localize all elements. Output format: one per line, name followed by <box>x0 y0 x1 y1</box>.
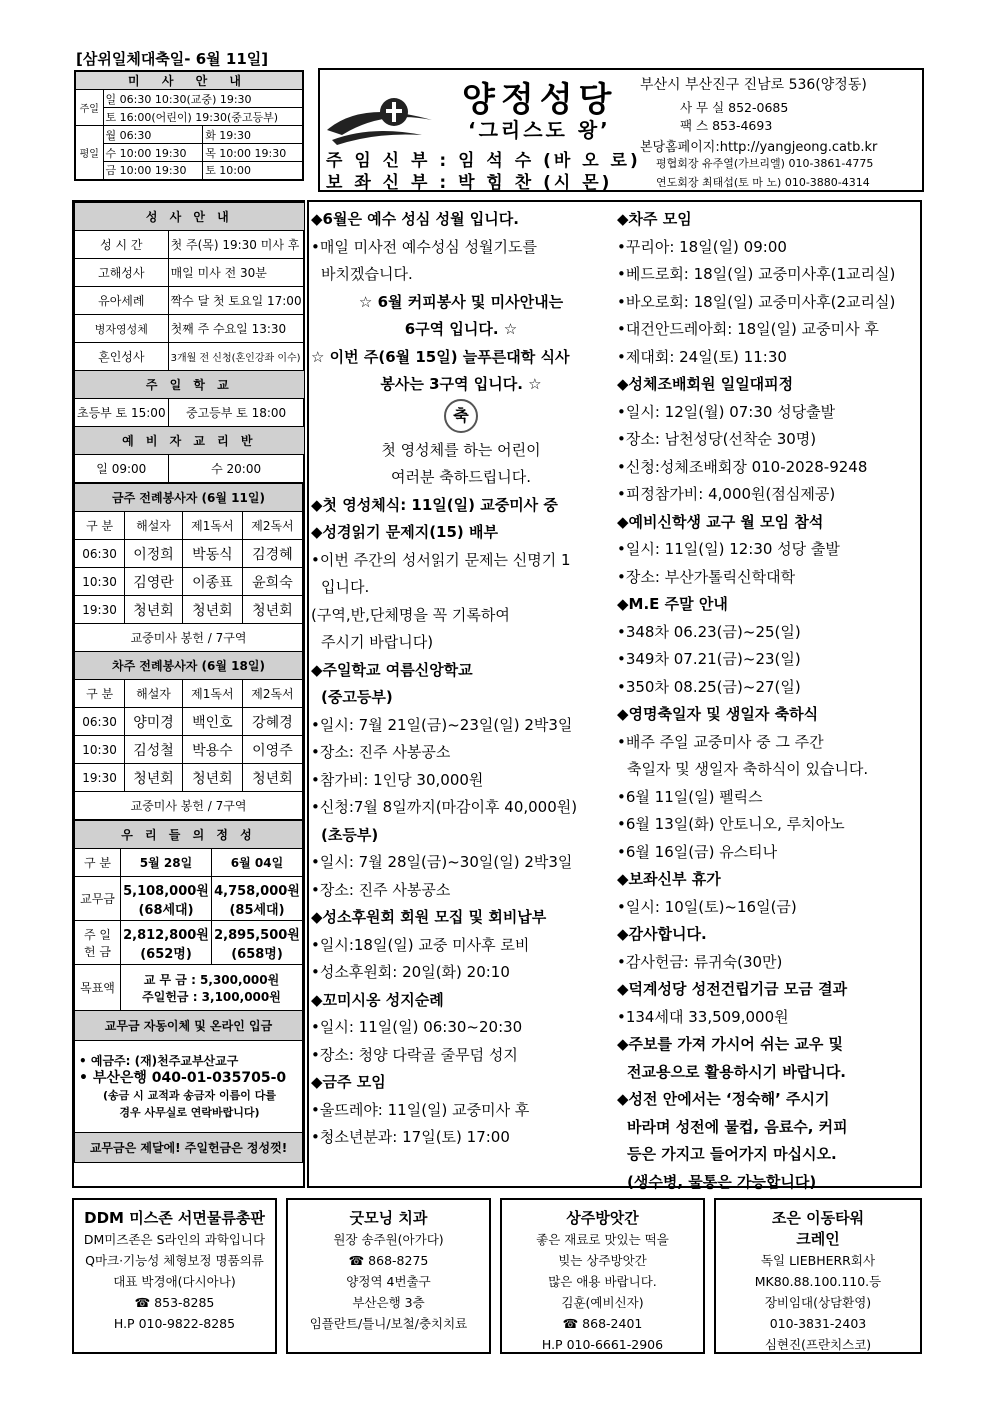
notice-heading: 전교용으로 활용하시기 바랍니다. <box>627 1062 847 1081</box>
ad-title: DDM 미스존 서면물류총판 <box>84 1209 265 1227</box>
table-cell: 김경혜 <box>242 540 302 568</box>
table-cell: 김성철 <box>125 736 183 764</box>
account-number: • 부산은행 040-01-035705-0 <box>79 1069 287 1086</box>
ad-box <box>714 1198 922 1354</box>
ad-line: H.P 010-6661-2906 <box>541 1337 664 1352</box>
catechumen-row: 수 20:00 <box>168 455 304 483</box>
notice-line: •장소: 진주 사봉공소 <box>311 743 451 761</box>
notice-line: •6월 16일(금) 유스티나 <box>617 842 778 861</box>
sunday-school-title: 주 일 학 교 <box>75 371 305 399</box>
table-cell: 백인호 <box>182 708 242 736</box>
ad-line: 대표 박경애(다시아나) <box>113 1274 236 1289</box>
ad-line: 임플란트/틀니/보철/충치치료 <box>309 1316 468 1331</box>
sacrament-label: 성 시 간 <box>75 231 169 259</box>
notice-line: •베드로회: 18일(일) 교중미사후(1교리실) <box>617 265 896 283</box>
finance-table <box>74 820 303 1163</box>
notice-line: •6월 11일(일) 펠릭스 <box>617 787 763 806</box>
table-cell: 06:30 <box>75 540 125 568</box>
col-header: 해설자 <box>125 512 183 540</box>
ad-line: 크레인 <box>796 1230 840 1248</box>
notice-line: (구역,반,단체명을 꼭 기록하여 <box>311 605 510 624</box>
notice-line: •신청:성체조배회장 010-2028-9248 <box>617 457 868 476</box>
sacrament-value: 매일 미사 전 30분 <box>168 259 304 287</box>
notice-line: •이번 주간의 성서읽기 문제는 신명기 1 <box>311 550 571 569</box>
weekday-cell: 수 10:00 19:30 <box>103 144 203 162</box>
notice-heading: ◆예비신학생 교구 월 모임 참석 <box>617 512 824 531</box>
ad-line: ☎ 868-2401 <box>562 1316 643 1331</box>
table-cell: 06:30 <box>75 708 125 736</box>
mass-schedule <box>74 70 304 181</box>
table-cell: 박동식 <box>182 540 242 568</box>
offering-row: 교중미사 봉헌 / 7구역 <box>75 624 303 652</box>
notice-line: •장소: 남천성당(선착순 30명) <box>617 430 817 448</box>
notice-line: •장소: 부산가톨릭신학대학 <box>617 567 796 586</box>
ad-line: 심현진(프란치스코) <box>764 1337 872 1352</box>
notice-column-1 <box>311 206 611 1152</box>
ad-line: MK80.88.100.110.등 <box>754 1274 882 1289</box>
notice-line: •제대회: 24일(토) 11:30 <box>617 347 787 366</box>
ad-line: ☎ 853-8285 <box>134 1295 215 1310</box>
servers-this-title: 금주 전례봉사자 (6월 11일) <box>75 484 303 512</box>
ad-line: 많은 애용 바랍니다. <box>548 1274 657 1289</box>
table-cell: 10:30 <box>75 568 125 596</box>
assistant-priest: 보 좌 신 부 : 박 힘 찬 (시 몬) <box>326 173 613 193</box>
notice-line: •350차 08.25(금)~27(일) <box>617 677 801 696</box>
col-header: 제2독서 <box>242 680 302 708</box>
sunday-label: 주일 <box>75 90 103 126</box>
table-cell: 청년회 <box>125 596 183 624</box>
notice-column-2 <box>617 206 919 1196</box>
col-header: 제1독서 <box>182 512 242 540</box>
parish-logo-icon <box>322 90 442 150</box>
notice-line: 여러분 축하드립니다. <box>391 468 531 486</box>
sacrament-value: 첫 주(목) 19:30 미사 후 <box>168 231 304 259</box>
sacrament-label: 병자영성체 <box>75 315 169 343</box>
notice-heading: ◆덕계성당 성전건립기금 모금 결과 <box>617 980 848 998</box>
sacrament-value: 3개월 전 신청(혼인강좌 이수) <box>168 343 304 371</box>
ad-line: 김훈(예비신자) <box>561 1295 644 1310</box>
notice-line: •일시: 7월 28일(금)~30일(일) 2박3일 <box>311 853 573 871</box>
notice-heading: ☆ 6월 커피봉사 및 미사안내는 <box>358 292 564 311</box>
notice-line: 주시기 바랍니다) <box>321 633 434 651</box>
row-label: 목표액 <box>75 965 121 1011</box>
ad-title: 굿모닝 치과 <box>349 1209 428 1227</box>
row-label: 주 일 헌 금 <box>75 921 121 965</box>
sunday-row: 일 06:30 10:30(교중) 19:30 <box>103 90 303 108</box>
weekday-cell: 목 10:00 19:30 <box>203 144 303 162</box>
ad-line: 빚는 상주방앗간 <box>558 1253 647 1268</box>
council-president: 연도회장 최태섭(토 마 노) 010-3880-4314 <box>656 176 870 189</box>
col-header: 5월 28일 <box>121 849 212 877</box>
col-header: 제1독서 <box>182 680 242 708</box>
ad-line: 좋은 재료로 맛있는 떡을 <box>536 1232 669 1247</box>
notice-line: •일시:18일(일) 교중 미사후 로비 <box>311 935 530 954</box>
notice-heading: ◆성체조배회원 일일대피정 <box>617 375 794 393</box>
table-cell: 4,758,000원 (85세대) <box>212 877 303 921</box>
servers-this-week <box>74 483 303 820</box>
table-cell: 양미경 <box>125 708 183 736</box>
ad-line: ☎ 868-8275 <box>348 1253 429 1268</box>
notice-heading: ◆첫 영성체식: 11일(일) 교중미사 중 <box>311 495 558 514</box>
row-label: 교무금 <box>75 877 121 921</box>
weekday-cell: 월 06:30 <box>103 126 203 144</box>
sunday-row: 토 16:00(어린이) 19:30(중고등부) <box>103 108 303 126</box>
weekday-cell: 토 10:00 <box>203 162 303 180</box>
table-cell: 2,895,500원 (658명) <box>212 921 303 965</box>
notice-heading: ◆성소후원회 회원 모집 및 회비납부 <box>311 908 547 926</box>
table-cell: 19:30 <box>75 596 125 624</box>
notice-heading: 봉사는 3구역 입니다. ☆ <box>380 375 542 393</box>
table-cell: 이영주 <box>242 736 302 764</box>
notice-line: •일시: 10일(토)~16일(금) <box>617 897 797 916</box>
account-note: 경우 사무실로 연락바랍니다) <box>119 1105 260 1119</box>
weekday-cell: 금 10:00 19:30 <box>103 162 203 180</box>
notice-line: •6월 13일(화) 안토니오, 루치아노 <box>617 815 845 833</box>
congrats-badge <box>311 399 611 437</box>
notice-heading: ◆6월은 예수 성심 성월 입니다. <box>311 210 519 228</box>
issue-title: [삼위일체대축일- 6월 11일] <box>76 50 269 68</box>
sacrament-table <box>74 202 305 483</box>
notice-line: 첫 영성체를 하는 어린이 <box>381 440 541 459</box>
notice-heading: ◆영명축일자 및 생일자 축하식 <box>617 705 819 723</box>
notice-line: •일시: 12일(월) 07:30 성당출발 <box>617 402 836 421</box>
table-cell: 강혜경 <box>242 708 302 736</box>
ad-title: 상주방앗간 <box>566 1209 639 1227</box>
pastor: 주 임 신 부 : 임 석 수 (바 오 로) <box>326 151 641 171</box>
notice-line: •꾸리아: 18일(일) 09:00 <box>617 237 787 256</box>
notice-line: •참가비: 1인당 30,000원 <box>311 770 484 789</box>
table-cell: 19:30 <box>75 764 125 792</box>
notice-line: •일시: 11일(일) 12:30 성당 출발 <box>617 540 840 558</box>
notice-heading: (중고등부) <box>321 688 393 706</box>
ad-line: 독일 LIEBHERR회사 <box>760 1253 876 1268</box>
notice-heading: ◆주일학교 여름신앙학교 <box>311 660 473 679</box>
notice-line: 축일자 및 생일자 축하식이 있습니다. <box>627 760 869 778</box>
sacrament-label: 혼인성사 <box>75 343 169 371</box>
sacrament-title: 성 사 안 내 <box>75 203 305 231</box>
ad-line: 장비임대(상담환영) <box>764 1295 872 1310</box>
ad-line: 부산은행 3층 <box>352 1295 425 1310</box>
notice-line: •청소년분과: 17일(토) 17:00 <box>311 1128 510 1146</box>
council-president: 평협회장 유주열(가브리엘) 010-3861-4775 <box>656 157 874 170</box>
parish-name: 양정성당 <box>462 80 618 120</box>
ad-box <box>500 1198 705 1354</box>
notice-heading: ◆꼬미시옹 성지순례 <box>311 990 444 1009</box>
notice-heading: ◆보좌신부 휴가 <box>617 870 721 888</box>
sunday-school-row: 초등부 토 15:00 <box>75 399 169 427</box>
sacrament-value: 첫째 주 수요일 13:30 <box>168 315 304 343</box>
account-holder: • 예금주: (재)천주교부산교구 <box>79 1053 239 1068</box>
table-cell: 윤희숙 <box>242 568 302 596</box>
col-header: 제2독서 <box>242 512 302 540</box>
homepage-link[interactable]: 본당홈페이지:http://yangjeong.catb.kr <box>640 140 878 155</box>
notice-line: •배주 주일 교중미사 중 그 주간 <box>617 732 824 751</box>
account-note: (송금 시 교적과 송금자 이름이 다를 <box>103 1088 276 1102</box>
sacrament-label: 고해성사 <box>75 259 169 287</box>
fax: 팩 스 853-4693 <box>680 118 773 133</box>
notice-line: •피정참가비: 4,000원(점심제공) <box>617 485 836 503</box>
ad-line: DM미즈존은 S라인의 과학입니다 <box>83 1232 266 1247</box>
notice-line: 바치겠습니다. <box>321 265 413 283</box>
notice-heading: ◆M.E 주말 안내 <box>617 595 728 613</box>
office-phone: 사 무 실 852-0685 <box>680 100 789 115</box>
notice-heading: 등은 가지고 들어가지 마십시오. <box>627 1145 837 1163</box>
notice-line: •348차 06.23(금)~25(일) <box>617 622 801 641</box>
left-sidebar <box>72 200 305 1188</box>
goal-cell: 교 무 금 : 5,300,000원 주일헌금 : 3,100,000원 <box>121 965 303 1011</box>
ad-line: 010-3831-2403 <box>769 1316 867 1331</box>
notice-line: •134세대 33,509,000원 <box>617 1007 789 1026</box>
ad-line: Q마크·기능성 체형보정 명품의류 <box>85 1253 264 1268</box>
weekday-cell: 화 19:30 <box>203 126 303 144</box>
notice-heading: 6구역 입니다. ☆ <box>404 320 518 338</box>
ad-line: 양정역 4번출구 <box>346 1274 431 1289</box>
address: 부산시 부산진구 진남로 536(양정동) <box>640 77 867 93</box>
notice-line: •일시: 7월 21일(금)~23일(일) 2박3일 <box>311 715 573 734</box>
notice-heading: ◆성전 안에서는 ‘정숙해’ 주시기 <box>617 1090 830 1108</box>
table-cell: 청년회 <box>182 596 242 624</box>
table-cell: 5,108,000원 (68세대) <box>121 877 212 921</box>
col-header: 해설자 <box>125 680 183 708</box>
notice-line: •감사헌금: 류귀숙(30만) <box>617 952 783 971</box>
parish-subtitle: ‘그리스도 왕’ <box>468 118 611 142</box>
notice-line: •신청:7월 8일까지(마감이후 40,000원) <box>311 798 578 816</box>
sacrament-value: 짝수 달 첫 토요일 17:00 <box>168 287 304 315</box>
mass-title: 미 사 안 내 <box>75 71 303 90</box>
table-cell: 2,812,800원 (652명) <box>121 921 212 965</box>
notice-line: •대건안드레아회: 18일(일) 교중미사 후 <box>617 320 879 338</box>
sunday-school-row: 중고등부 토 18:00 <box>168 399 304 427</box>
finance-title: 우 리 들 의 정 성 <box>75 821 303 849</box>
catechumen-row: 일 09:00 <box>75 455 169 483</box>
table-cell: 청년회 <box>182 764 242 792</box>
notice-line: •울뜨레야: 11일(일) 교중미사 후 <box>311 1100 530 1119</box>
notice-line: •바오로회: 18일(일) 교중미사후(2교리실) <box>617 292 896 311</box>
table-cell: 청년회 <box>242 764 302 792</box>
table-cell: 이정희 <box>125 540 183 568</box>
notice-line: •장소: 진주 사봉공소 <box>311 880 451 899</box>
notice-line: •일시: 11일(일) 06:30~20:30 <box>311 1018 523 1036</box>
table-cell: 김영란 <box>125 568 183 596</box>
notice-heading: ◆감사합니다. <box>617 925 707 943</box>
notice-line: •매일 미사전 예수성심 성월기도를 <box>311 237 538 256</box>
notice-line: 입니다. <box>321 578 370 596</box>
auto-transfer-title: 교무금 자동이체 및 온라인 입금 <box>75 1011 303 1041</box>
ad-title: 조은 이동타워 <box>771 1209 865 1227</box>
notice-line: •장소: 청양 다락골 줄무덤 성지 <box>311 1045 518 1064</box>
ad-box <box>286 1198 491 1354</box>
offering-row: 교중미사 봉헌 / 7구역 <box>75 792 303 820</box>
table-cell: 박용수 <box>182 736 242 764</box>
notice-heading: ☆ 이번 주(6월 15일) 늘푸른대학 식사 <box>311 347 570 366</box>
ad-line: 원장 송주원(아가다) <box>333 1232 444 1247</box>
notice-line: •성소후원회: 20일(화) 20:10 <box>311 963 510 981</box>
notice-heading: ◆차주 모임 <box>617 210 692 228</box>
notice-line: •349차 07.21(금)~23(일) <box>617 650 801 668</box>
servers-next-title: 차주 전례봉사자 (6월 18일) <box>75 652 303 680</box>
notice-heading: ◆금주 모임 <box>311 1073 386 1091</box>
catechumen-title: 예 비 자 교 리 반 <box>75 427 305 455</box>
notice-heading: ◆주보를 가져 가시어 쉬는 교우 및 <box>617 1035 844 1053</box>
table-cell: 이종표 <box>182 568 242 596</box>
badge-circle: 축 <box>444 399 478 433</box>
finance-footer: 교무금은 제달에! 주일헌금은 정성껏! <box>75 1133 303 1163</box>
notice-heading: (생수병, 물통은 가능합니다) <box>627 1172 817 1191</box>
notice-heading: ◆성경읽기 문제지(15) 배부 <box>311 523 498 541</box>
table-cell: 청년회 <box>125 764 183 792</box>
ad-line: H.P 010-9822-8285 <box>113 1316 236 1331</box>
ad-box <box>72 1198 277 1354</box>
col-header: 구 분 <box>75 512 125 540</box>
col-header: 구 분 <box>75 849 121 877</box>
col-header: 구 분 <box>75 680 125 708</box>
notice-heading: 바라며 성전에 물컵, 음료수, 커피 <box>627 1117 848 1136</box>
notice-heading: (초등부) <box>321 825 379 844</box>
sacrament-label: 유아세례 <box>75 287 169 315</box>
table-cell: 10:30 <box>75 736 125 764</box>
col-header: 6월 04일 <box>212 849 303 877</box>
table-cell: 청년회 <box>242 596 302 624</box>
weekday-label: 평일 <box>75 126 103 180</box>
